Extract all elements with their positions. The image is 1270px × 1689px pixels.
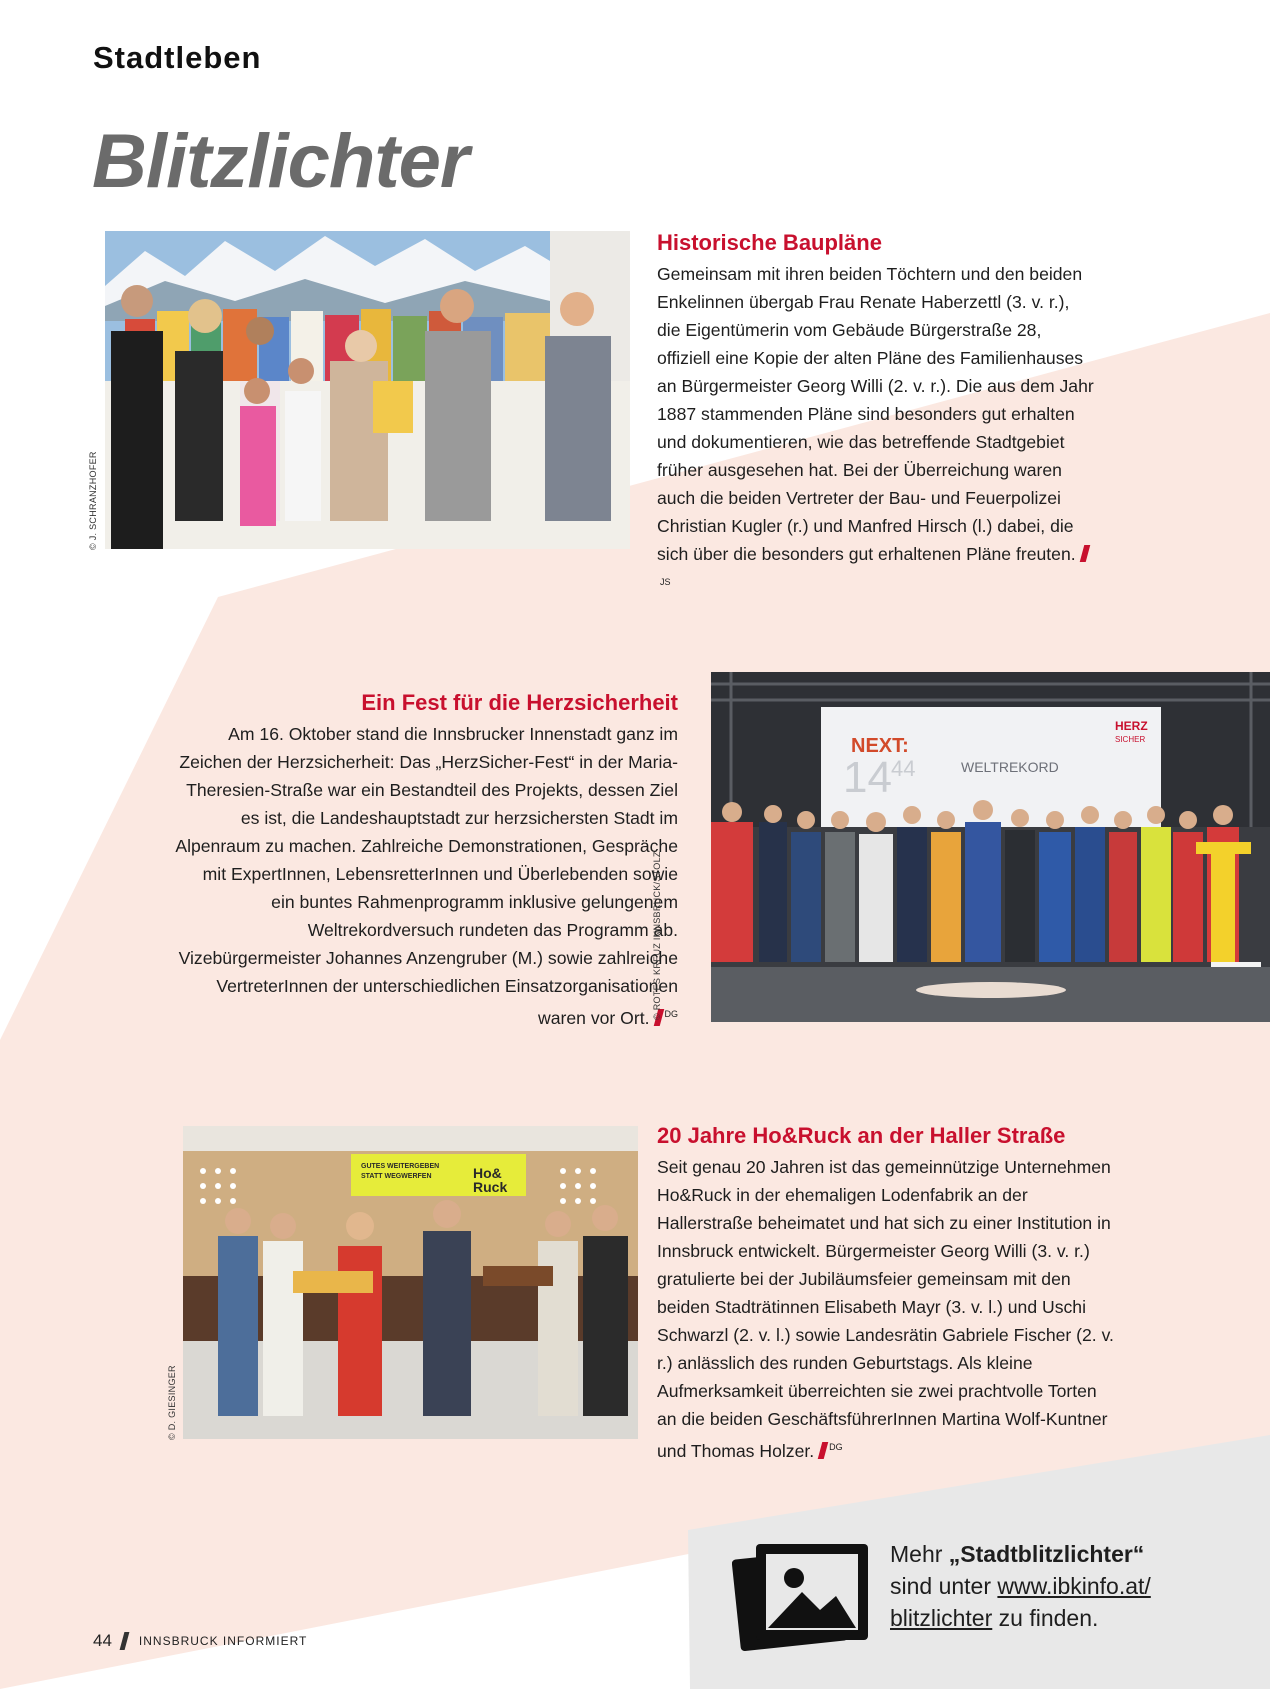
end-mark-icon bbox=[1079, 545, 1090, 562]
page-title: Blitzlichter bbox=[92, 119, 469, 204]
screen-brand-top: HERZ bbox=[1115, 719, 1148, 733]
gallery-icon bbox=[732, 1540, 872, 1652]
article-body bbox=[175, 720, 678, 1032]
photo-credit-3: © D. GIESINGER bbox=[167, 1365, 177, 1440]
screen-brand-bottom: SICHER bbox=[1115, 735, 1146, 744]
promo-pre: Mehr bbox=[890, 1541, 949, 1567]
article-body bbox=[657, 1153, 1119, 1465]
page-number: 44 bbox=[93, 1631, 112, 1650]
banner-line-1: GUTES WEITERGEBEN bbox=[361, 1163, 440, 1170]
photo-credit-2: © ROTES KREUZ INNSBRUCK/STOLZ bbox=[652, 851, 662, 1020]
page-footer bbox=[93, 1631, 307, 1651]
promo-link-2[interactable]: blitzlichter bbox=[890, 1605, 993, 1631]
banner-line-2: STATT WEGWERFEN bbox=[361, 1173, 432, 1180]
publication-name: INNSBRUCK INFORMIERT bbox=[138, 1634, 308, 1648]
photo-credit-1: © J. SCHRANZHOFER bbox=[88, 451, 98, 550]
footer-slash-icon bbox=[120, 1632, 130, 1650]
article-historische-bauplaene bbox=[657, 230, 1097, 600]
article-body bbox=[657, 260, 1097, 600]
article-herzsicherheit bbox=[175, 690, 678, 1032]
screen-next-label: NEXT: bbox=[851, 735, 909, 757]
promo-link[interactable]: www.ibkinfo.at/ bbox=[997, 1573, 1151, 1599]
photo-herzsicher-fest bbox=[711, 672, 1270, 1022]
author-tag: JS bbox=[660, 577, 671, 587]
promo-post: zu finden. bbox=[992, 1605, 1099, 1631]
author-tag: DG bbox=[829, 1442, 843, 1452]
article-headline: Ein Fest für die Herzsicherheit bbox=[361, 690, 678, 715]
article-body-text: Gemeinsam mit ihren beiden Töchtern und den beiden Enkelinnen übergab Frau Renate Haberzettl (3. v. r.), die Eigentümerin vom Gebäude Bürgerstraße 28, offiziell eine Kopie der alten Pläne des Familienhauses an Bürgermeister Georg Willi (2. v. r.). Die aus dem Jahr 1887 stammenden Pläne sind besonders gut erhalten und dokumentieren, wie das betreffende Stadtgebiet früher ausgesehen hat. Bei der Überreichung waren auch die beiden Vertreter der Bau- und Feuerpolizei Christian Kugler (r.) und Manfred Hirsch (l.) dabei, die sich über die besonders gut erhaltenen Pläne freuten. bbox=[657, 264, 1094, 564]
promo-mid: sind unter bbox=[890, 1573, 998, 1599]
photo-horuck bbox=[183, 1126, 638, 1439]
banner-brand-1: Ho& bbox=[473, 1165, 502, 1181]
article-body-text: Seit genau 20 Jahren ist das gemeinnützige Unternehmen Ho&Ruck in der ehemaligen Lodenfabrik an der Hallerstraße beheimatet und hat sich zu einer Institution in Innsbruck entwickelt. Bürgermeister Georg Willi (3. v. r.) gratulierte bei der Jubiläumsfeier gemeinsam mit den beiden Stadträtinnen Elisabeth Mayr (3. v. l.) und Uschi Schwarzl (2. v. l.) sowie Landesrätin Gabriele Fischer (2. v. r.) anlässlich des runden Geburtstags. Als kleine Aufmerksamkeit überreichten sie zwei prachtvolle Torten an die beiden GeschäftsführerInnen Martina Wolf-Kuntner und Thomas Holzer. bbox=[657, 1157, 1114, 1461]
banner-brand-2: Ruck bbox=[473, 1179, 508, 1195]
screen-time: 14 bbox=[843, 753, 892, 802]
photo-historische-bauplaene bbox=[105, 231, 630, 549]
article-headline: 20 Jahre Ho&Ruck an der Haller Straße bbox=[657, 1123, 1066, 1148]
screen-time-minutes: 44 bbox=[891, 756, 916, 781]
promo-bold: „Stadtblitzlichter“ bbox=[948, 1541, 1145, 1567]
promo-text bbox=[890, 1538, 1190, 1634]
article-horuck bbox=[657, 1123, 1119, 1465]
author-tag: DG bbox=[664, 1009, 678, 1019]
article-body-text: Am 16. Oktober stand die Innsbrucker Innenstadt ganz im Zeichen der Herzsicherheit: Das „HerzSicher-Fest“ in der Maria-Theresien-Straße war ein Bestandteil des Projekts, dessen Ziel es ist, die Landeshauptstadt zur herzsichersten Stadt im Alpenraum zu machen. Zahlreiche Demonstrationen, Gespräche mit ExpertInnen, LebensretterInnen und Überlebenden sowie ein buntes Rahmenprogramm inklusive gelungenem Weltrekordversuch rundeten das Programm ab. Vizebürgermeister Johannes Anzengruber (M.) sowie zahlreiche VertreterInnen der unterschiedlichen Einsatzorganisationen waren vor Ort. bbox=[175, 724, 678, 1028]
screen-record-label: WELTREKORD bbox=[961, 759, 1059, 775]
article-headline: Historische Baupläne bbox=[657, 230, 882, 255]
section-label: Stadtleben bbox=[93, 40, 262, 75]
end-mark-icon bbox=[818, 1442, 829, 1459]
